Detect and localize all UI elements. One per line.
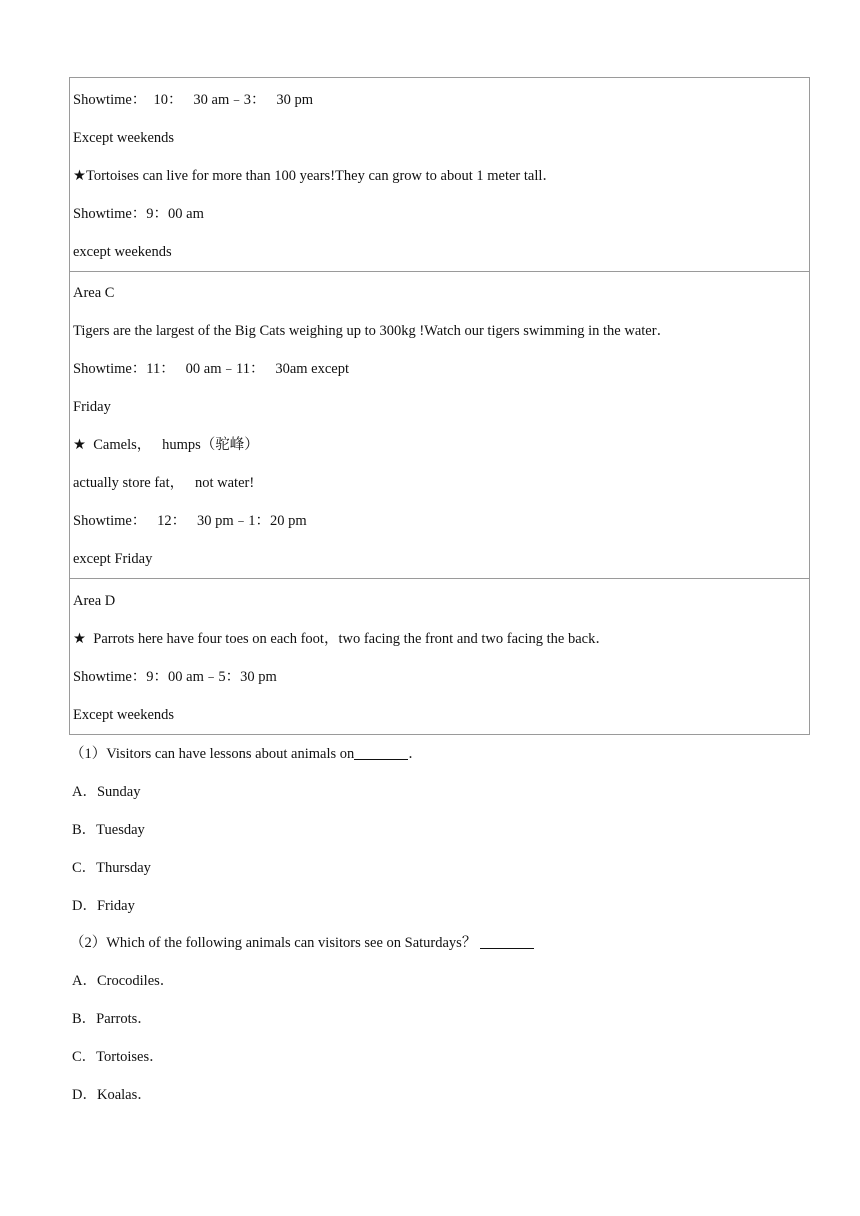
tiger-fact: Tigers are the largest of the Big Cats weighing up to 300kg !Watch our tigers swimming in the water． [73,323,672,339]
option-d[interactable]: D．Koalas． [72,1087,152,1103]
schedule-note: Except weekends [73,707,175,723]
showtime-line: Showtime：9：00 am [73,206,204,222]
area-heading: Area C [73,285,115,301]
showtime-line: Showtime： 10： 30 am﹣3： 30 pm [73,92,314,108]
table-row-area-c [70,271,809,578]
schedule-note: except weekends [73,244,172,260]
area-heading: Area D [73,593,116,609]
table-row-area-b [70,78,809,271]
option-c[interactable]: C．Tortoises． [72,1049,164,1065]
schedule-note: Except weekends [73,130,175,146]
showtime-line: Showtime：11： 00 am﹣11： 30am except [73,361,349,377]
option-d[interactable]: D．Friday [72,898,135,914]
camel-fact-cont: actually store fat， not water! [73,475,255,491]
showtime-line: Showtime： 12： 30 pm﹣1：20 pm [73,513,307,529]
schedule-note: Friday [73,399,111,415]
option-a[interactable]: A．Crocodiles． [72,973,175,989]
zoo-info-table [69,77,810,735]
option-a[interactable]: A．Sunday [72,784,141,800]
option-b[interactable]: B．Tuesday [72,822,145,838]
answer-blank[interactable] [354,745,408,760]
table-row-area-d [70,578,809,734]
tortoise-fact: ★Tortoises can live for more than 100 years!They can grow to about 1 meter tall． [73,168,557,184]
schedule-note: except Friday [73,551,153,567]
option-c[interactable]: C．Thursday [72,860,151,876]
parrot-fact: ★ Parrots here have four toes on each foot，two facing the front and two facing the back． [73,631,610,647]
answer-blank[interactable] [480,934,534,949]
camel-fact: ★ Camels， humps（驼峰） [73,437,259,453]
showtime-line: Showtime：9：00 am﹣5：30 pm [73,669,277,685]
option-b[interactable]: B．Parrots． [72,1011,152,1027]
question-stem: （1）Visitors can have lessons about animals on ． [70,746,423,762]
question-stem: （2）Which of the following animals can visitors see on Saturdays？ [70,934,534,952]
